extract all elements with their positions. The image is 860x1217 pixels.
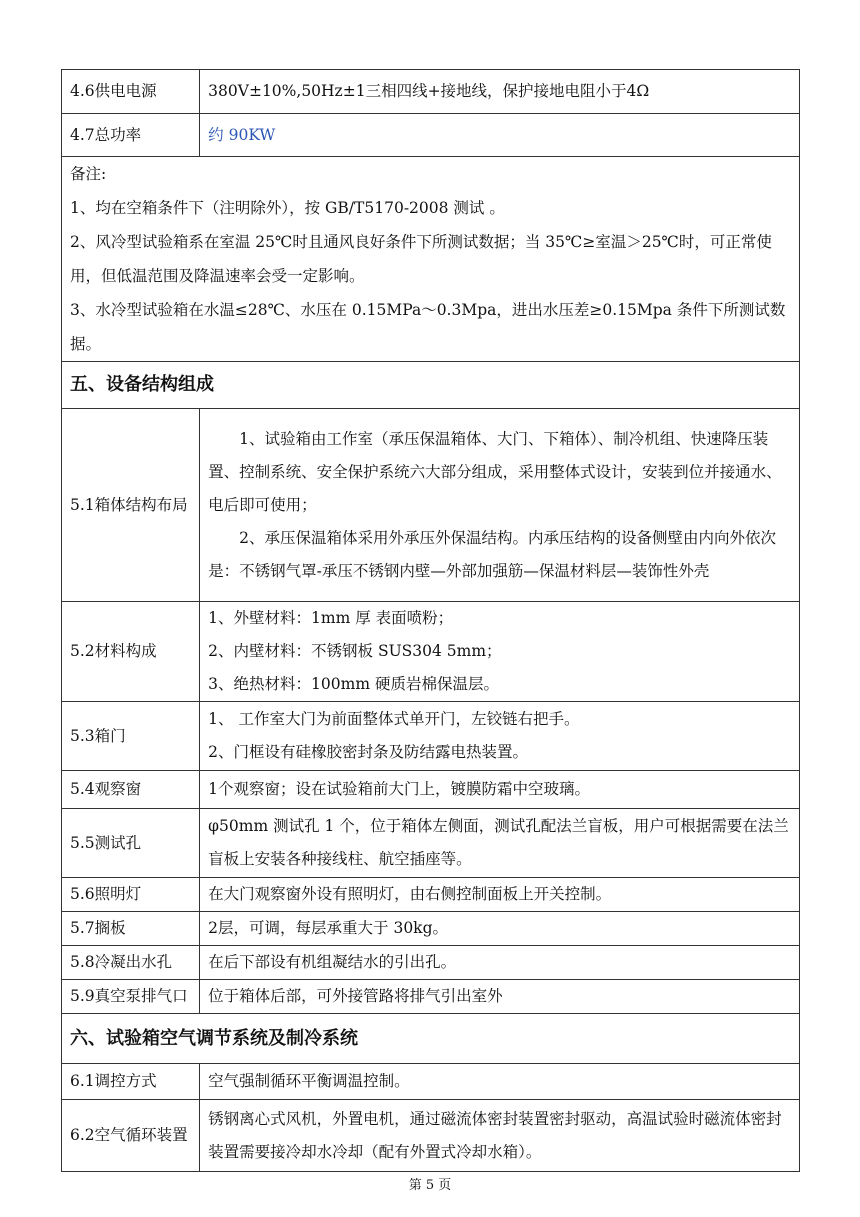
value-line: 2层，可调，每层承重大于 30kg。 <box>208 919 448 937</box>
value-line: 1、试验箱由工作室（承压保温箱体、大门、下箱体）、制冷机组、快速降压装置、控制系统、安全保护系统六大部分组成，采用整体式设计，安装到位并接通水、电后即可使用； <box>208 429 782 514</box>
section-heading-row <box>62 362 800 409</box>
row-label: 5.7搁板 <box>62 912 200 946</box>
row-value: 380V±10%,50Hz±1三相四线+接地线，保护接地电阻小于4Ω <box>200 70 800 114</box>
page-number: 第 5 页 <box>408 1178 452 1193</box>
row-value: 约 90KW <box>200 114 800 157</box>
row-label: 6.2空气循环装置 <box>62 1100 200 1172</box>
value-line: 2、内壁材料：不锈钢板 SUS304 5mm； <box>208 642 502 660</box>
row-label: 5.8冷凝出水孔 <box>62 946 200 980</box>
table-row <box>62 409 800 602</box>
value-line: 1、 工作室大门为前面整体式单开门，左铰链右把手。 <box>208 710 580 728</box>
note-line: 备注: <box>70 165 107 183</box>
row-value <box>200 771 800 809</box>
value-line: 1个观察窗；设在试验箱前大门上，镀膜防霜中空玻璃。 <box>208 780 591 798</box>
table-row <box>62 980 800 1014</box>
value-line: 3、绝热材料：100mm 硬质岩棉保温层。 <box>208 675 499 693</box>
notes-row <box>62 157 800 362</box>
row-value <box>200 946 800 980</box>
table-row <box>62 70 800 114</box>
note-line: 1、均在空箱条件下（注明除外），按 GB/T5170-2008 测试 。 <box>70 199 505 217</box>
value-line: 在后下部设有机组凝结水的引出孔。 <box>208 953 457 971</box>
table-row <box>62 771 800 809</box>
section-title: 五、设备结构组成 <box>62 362 800 409</box>
section-title: 六、试验箱空气调节系统及制冷系统 <box>62 1014 800 1064</box>
table-row <box>62 809 800 878</box>
value-line: 2、门框设有硅橡胶密封条及防结露电热装置。 <box>208 743 529 761</box>
row-label: 6.1调控方式 <box>62 1064 200 1100</box>
row-value <box>200 912 800 946</box>
row-value <box>200 409 800 602</box>
row-label: 5.2材料构成 <box>62 602 200 702</box>
row-label: 4.7总功率 <box>62 114 200 157</box>
table-row <box>62 702 800 771</box>
table-row <box>62 1064 800 1100</box>
value-line: 锈钢离心式风机，外置电机，通过磁流体密封装置密封驱动，高温试验时磁流体密封装置需要接冷却水冷却（配有外置式冷却水箱）。 <box>208 1109 782 1161</box>
row-label: 5.1箱体结构布局 <box>62 409 200 602</box>
row-label: 5.5测试孔 <box>62 809 200 878</box>
row-value <box>200 980 800 1014</box>
value-line: 1、外壁材料：1mm 厚 表面喷粉； <box>208 609 454 627</box>
spec-table <box>61 69 800 1172</box>
notes-cell <box>62 157 800 362</box>
value-line: 在大门观察窗外设有照明灯，由右侧控制面板上开关控制。 <box>208 885 612 903</box>
value-line: 空气强制循环平衡调温控制。 <box>208 1072 410 1090</box>
row-label: 5.9真空泵排气口 <box>62 980 200 1014</box>
value-line: 位于箱体后部，可外接管路将排气引出室外 <box>208 987 503 1005</box>
row-value <box>200 1100 800 1172</box>
row-value <box>200 602 800 702</box>
note-line: 3、水冷型试验箱在水温≤28℃、水压在 0.15MPa～0.3Mpa，进出水压差≥0.15Mpa 条件下所测试数据。 <box>70 301 786 353</box>
table-row <box>62 912 800 946</box>
table-row <box>62 946 800 980</box>
row-value <box>200 809 800 878</box>
table-row <box>62 602 800 702</box>
row-label: 5.4观察窗 <box>62 771 200 809</box>
row-label: 5.6照明灯 <box>62 878 200 912</box>
row-value <box>200 878 800 912</box>
row-label: 5.3箱门 <box>62 702 200 771</box>
table-row <box>62 1100 800 1172</box>
row-label: 4.6供电电源 <box>62 70 200 114</box>
table-row <box>62 878 800 912</box>
value-line: 2、承压保温箱体采用外承压外保温结构。内承压结构的设备侧壁由内向外依次是：不锈钢气罩-承压不锈钢内壁—外部加强筋—保温材料层—装饰性外壳 <box>208 528 777 580</box>
row-value <box>200 1064 800 1100</box>
value-line: φ50mm 测试孔 1 个，位于箱体左侧面，测试孔配法兰盲板，用户可根据需要在法兰盲板上安装各种接线柱、航空插座等。 <box>208 817 789 868</box>
note-line: 2、风冷型试验箱系在室温 25℃时且通风良好条件下所测试数据；当 35℃≥室温＞25℃时，可正常使用，但低温范围及降温速率会受一定影响。 <box>70 233 772 285</box>
section-heading-row <box>62 1014 800 1064</box>
row-value <box>200 702 800 771</box>
table-row <box>62 114 800 157</box>
